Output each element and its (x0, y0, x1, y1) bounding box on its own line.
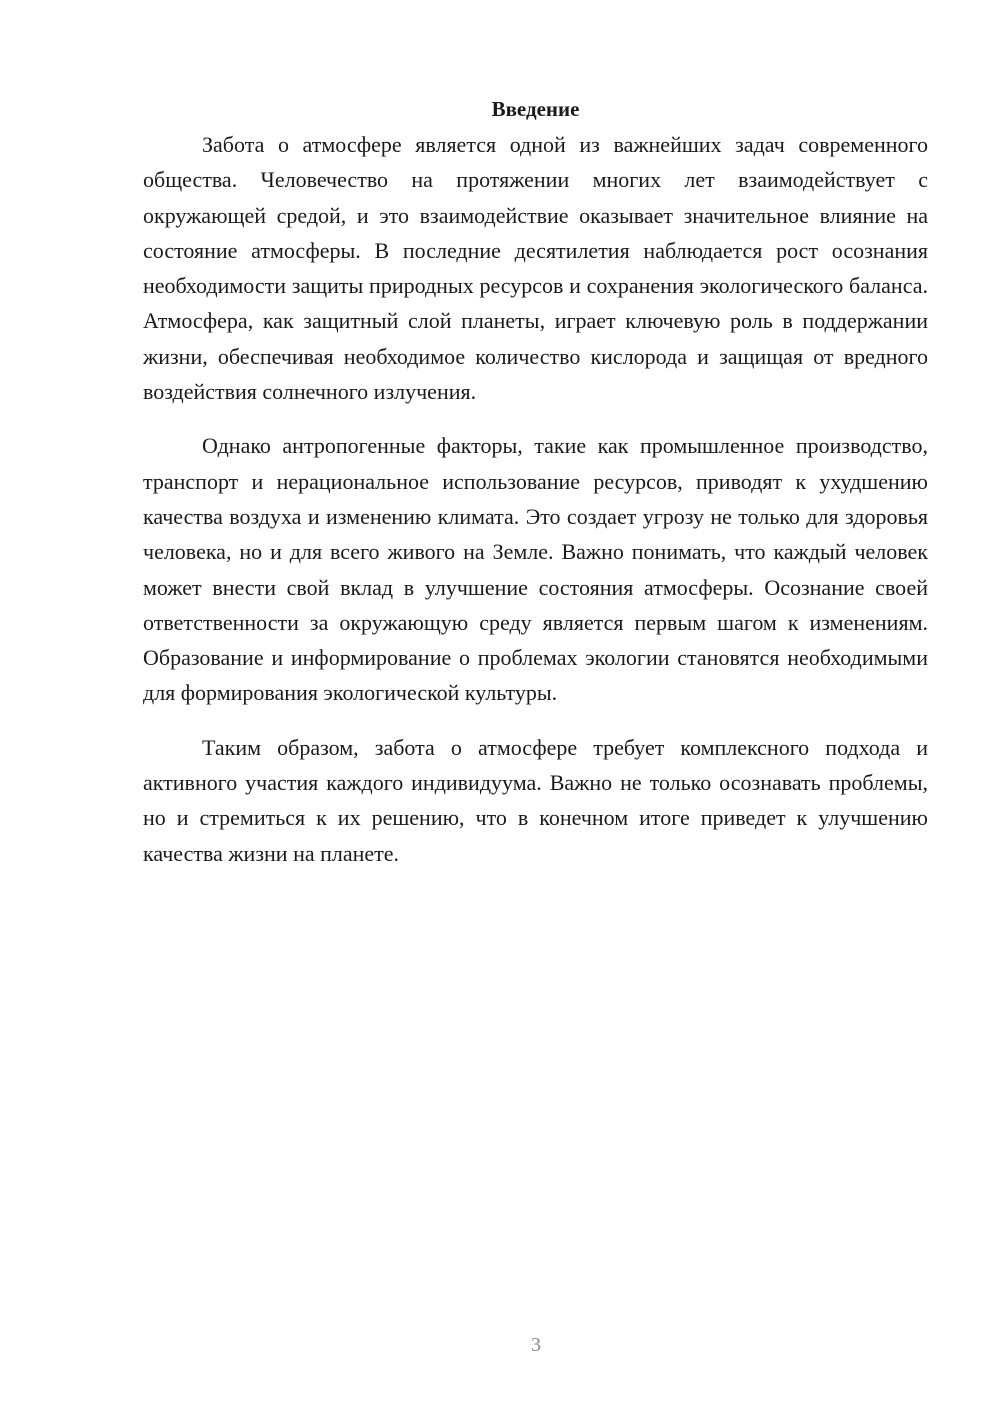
page-content (143, 92, 928, 871)
paragraph-1: Забота о атмосфере является одной из важнейших задач современного общества. Человечество на протяжении многих лет взаимодействует с окружающей средой, и это взаимодействие оказывает значительное влияние на состояние атмосферы. В последние десятилетия наблюдается рост осознания необходимости защиты природных ресурсов и сохранения экологического баланса. Атмосфера, как защитный слой планеты, играет ключевую роль в поддержании жизни, обеспечивая необходимое количество кислорода и защищая от вредного воздействия солнечного излучения. (143, 132, 928, 405)
paragraph-3: Таким образом, забота о атмосфере требует комплексного подхода и активного участия каждого индивидуума. Важно не только осознавать проблемы, но и стремиться к их решению, что в конечном итоге приведет к улучшению качества жизни на планете. (143, 734, 928, 866)
section-title: Введение (491, 97, 580, 121)
paragraph-2: Однако антропогенные факторы, такие как промышленное производство, транспорт и нерациональное использование ресурсов, приводят к ухудшению качества воздуха и изменению климата. Это создает угрозу не только для здоровья человека, но и для всего живого на Земле. Важно понимать, что каждый человек может внести свой вклад в улучшение состояния атмосферы. Осознание своей ответственности за окружающую среду является первым шагом к изменениям. Образование и информирование о проблемах экологии становятся необходимыми для формирования экологической культуры. (143, 433, 928, 706)
page-number: 3 (531, 1334, 541, 1356)
